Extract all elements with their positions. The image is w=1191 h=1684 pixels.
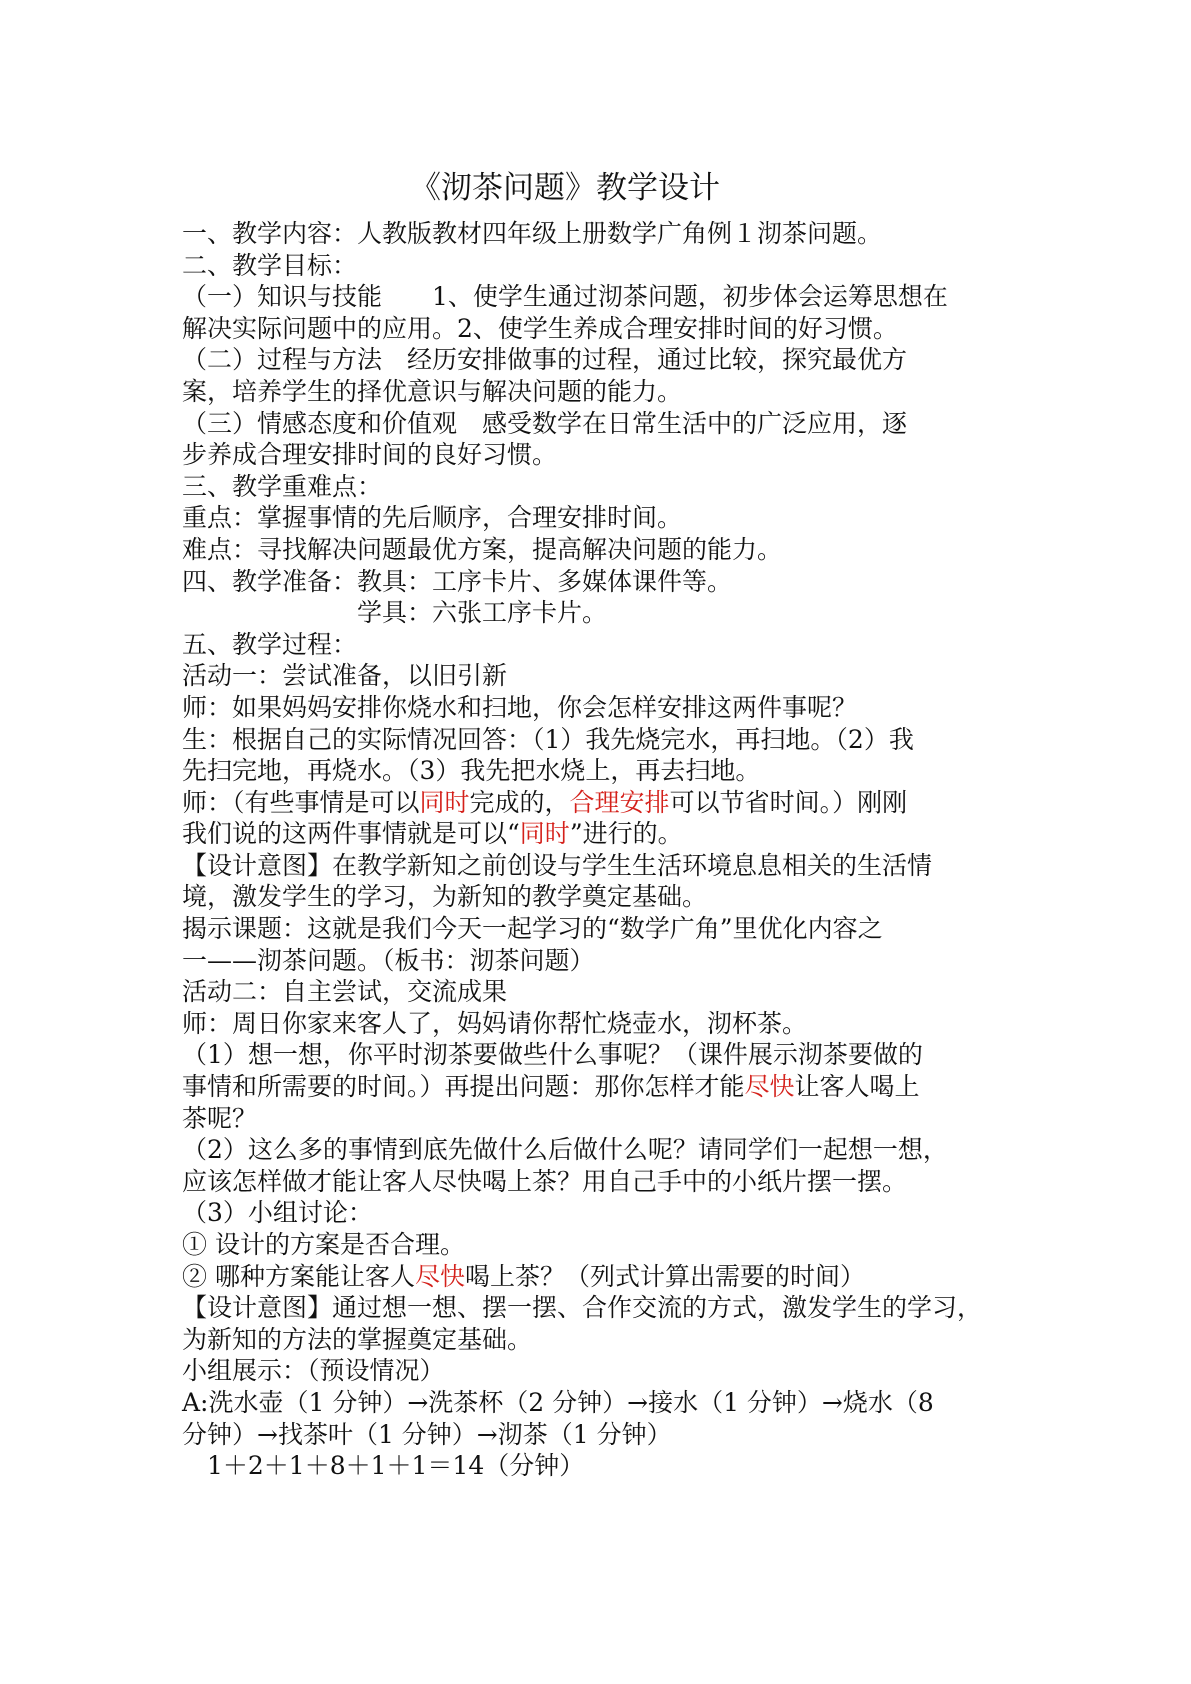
text-line-l3 (182, 313, 1032, 345)
text-line-l29 (182, 1134, 1032, 1166)
text-span: 先扫完地，再烧水。（3）我先把水烧上，再去扫地。 (182, 756, 761, 786)
text-line-l20 (182, 850, 1032, 882)
text-line-l37 (182, 1387, 1032, 1419)
text-line-l30 (182, 1166, 1032, 1198)
text-span: 活动二：自主尝试，交流成果 (182, 977, 508, 1007)
text-line-l9 (182, 502, 1032, 534)
text-span: （3）小组讨论： (182, 1198, 373, 1228)
text-line-l33 (182, 1261, 1032, 1293)
text-span: 解决实际问题中的应用。2、使学生养成合理安排时间的好习惯。 (182, 313, 898, 343)
text-span: （一）知识与技能 1、使学生通过沏茶问题，初步体会运筹思想在 (182, 282, 948, 312)
text-line-l5 (182, 376, 1032, 408)
text-span: 师：周日你家来客人了，妈妈请你帮忙烧壶水，沏杯茶。 (182, 1008, 808, 1038)
text-line-l22 (182, 913, 1032, 945)
text-span: 分钟）→找茶叶（1 分钟）→沏茶（1 分钟） (182, 1419, 672, 1449)
text-line-l24 (182, 976, 1032, 1008)
text-line-l34 (182, 1292, 1032, 1324)
highlighted-text: 同时 (419, 787, 470, 817)
text-span: 【设计意图】在教学新知之前创设与学生生活环境息息相关的生活情 (182, 850, 933, 880)
text-span: 1＋2＋1＋8＋1＋1＝14（分钟） (182, 1451, 585, 1481)
text-span: 师：（有些事情是可以 (182, 787, 420, 817)
text-line-l23 (182, 945, 1032, 977)
text-line-l17 (182, 755, 1032, 787)
highlighted-text: 同时 (519, 819, 570, 849)
text-span: 二、教学目标： (182, 250, 358, 280)
text-line-l2 (182, 281, 1032, 313)
text-span: 活动一：尝试准备，以旧引新 (182, 661, 508, 691)
text-line-l19 (182, 818, 1032, 850)
text-span: （二）过程与方法 经历安排做事的过程，通过比较，探究最优方 (182, 345, 908, 375)
text-line-l38 (182, 1419, 1032, 1451)
text-span: 生：根据自己的实际情况回答：（1）我先烧完水，再扫地。（2）我 (182, 724, 914, 754)
text-line-l7 (182, 439, 1032, 471)
text-span: 【设计意图】通过想一想、摆一摆、合作交流的方式，激发学生的学习， (182, 1293, 983, 1323)
text-span: 三、教学重难点： (182, 471, 383, 501)
text-span: 四、教学准备：教具：工序卡片、多媒体课件等。 (182, 566, 733, 596)
text-line-l28 (182, 1103, 1032, 1135)
text-line-l0 (182, 218, 1032, 250)
text-span: 师：如果妈妈安排你烧水和扫地，你会怎样安排这两件事呢？ (182, 692, 858, 722)
text-span: （1）想一想，你平时沏茶要做些什么事呢？（课件展示沏茶要做的 (182, 1040, 923, 1070)
text-line-l13 (182, 629, 1032, 661)
text-line-l8 (182, 471, 1032, 503)
text-span: 一——沏茶问题。（板书：沏茶问题） (182, 945, 595, 975)
text-line-l27 (182, 1071, 1032, 1103)
text-line-l35 (182, 1324, 1032, 1356)
text-line-l16 (182, 724, 1032, 756)
text-span: 小组展示：（预设情况） (182, 1356, 445, 1386)
text-line-l10 (182, 534, 1032, 566)
text-span: 我们说的这两件事情就是可以“ (182, 819, 520, 849)
text-span: 步养成合理安排时间的良好习惯。 (182, 440, 558, 470)
text-line-l26 (182, 1039, 1032, 1071)
text-line-l32 (182, 1229, 1032, 1261)
text-span: 重点：掌握事情的先后顺序，合理安排时间。 (182, 503, 683, 533)
text-span: 难点：寻找解决问题最优方案，提高解决问题的能力。 (182, 534, 783, 564)
text-line-l31 (182, 1197, 1032, 1229)
text-line-l1 (182, 250, 1032, 282)
document-title: 《沏茶问题》教学设计 (410, 170, 720, 206)
text-line-l39 (182, 1450, 1032, 1482)
text-span: 揭示课题：这就是我们今天一起学习的“数学广角”里优化内容之 (182, 914, 883, 944)
text-line-l12 (182, 597, 1032, 629)
text-span: 一、教学内容：人教版教材四年级上册数学广角例１沏茶问题。 (182, 219, 883, 248)
highlighted-text: 尽快 (414, 1261, 465, 1291)
highlighted-text: 合理安排 (569, 787, 670, 817)
text-line-l4 (182, 344, 1032, 376)
text-span: A:洗水壶（1 分钟）→洗茶杯（2 分钟）→接水（1 分钟）→烧水（8 (182, 1387, 934, 1417)
text-line-l36 (182, 1355, 1032, 1387)
text-span: ② 哪种方案能让客人 (182, 1261, 415, 1291)
text-span: 学具：六张工序卡片。 (182, 598, 608, 628)
text-line-l25 (182, 1008, 1032, 1040)
text-span: 境，激发学生的学习，为新知的教学奠定基础。 (182, 882, 708, 912)
highlighted-text: 尽快 (744, 1072, 795, 1102)
text-span: 五、教学过程： (182, 629, 358, 659)
text-span: 为新知的方法的掌握奠定基础。 (182, 1324, 533, 1354)
document-body (182, 218, 1032, 1482)
text-span: （2）这么多的事情到底先做什么后做什么呢？请同学们一起想一想， (182, 1135, 948, 1165)
text-span: 案，培养学生的择优意识与解决问题的能力。 (182, 376, 683, 406)
text-span: ① 设计的方案是否合理。 (182, 1230, 465, 1259)
text-line-l6 (182, 408, 1032, 440)
text-line-l21 (182, 881, 1032, 913)
text-span: ”进行的。 (569, 819, 683, 849)
text-span: 茶呢？ (182, 1103, 258, 1133)
text-line-l14 (182, 660, 1032, 692)
text-span: 喝上茶？（列式计算出需要的时间） (464, 1261, 865, 1291)
text-span: （三）情感态度和价值观 感受数学在日常生活中的广泛应用，逐 (182, 408, 908, 438)
text-line-l18 (182, 787, 1032, 819)
text-line-l15 (182, 692, 1032, 724)
text-line-l11 (182, 566, 1032, 598)
text-span: 让客人喝上 (794, 1072, 920, 1102)
text-span: 事情和所需要的时间。）再提出问题：那你怎样才能 (182, 1072, 745, 1102)
text-span: 可以节省时间。）刚刚 (669, 787, 908, 817)
text-span: 应该怎样做才能让客人尽快喝上茶？用自己手中的小纸片摆一摆。 (182, 1166, 908, 1196)
text-span: 完成的， (469, 787, 570, 817)
